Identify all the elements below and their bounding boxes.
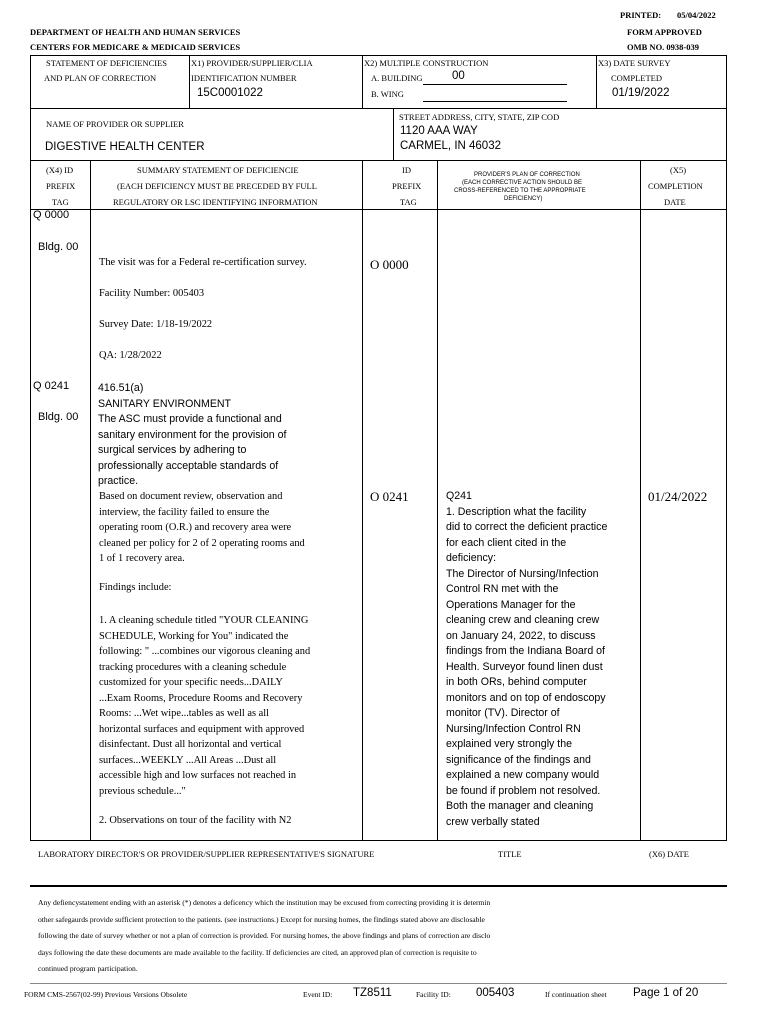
provider-name: DIGESTIVE HEALTH CENTER [45, 141, 205, 153]
summary-line: 1. A cleaning schedule titled "YOUR CLEANING [99, 615, 309, 626]
summary-line: operating room (O.R.) and recovery area were [99, 522, 292, 533]
completion-date: 01/24/2022 [648, 489, 708, 504]
form-number: FORM CMS-2567(02-99) Previous Versions Obsolete [24, 990, 188, 999]
plan-line: The Director of Nursing/Infection [446, 567, 599, 580]
summary-line: customized for your specific needs...DAILY [99, 677, 283, 688]
id-tag-o0000: O 0000 [370, 257, 409, 272]
summary-line: SCHEDULE, Working for You" indicated the [99, 630, 289, 642]
plan-line: Nursing/Infection Control RN [446, 722, 581, 735]
printed-date: 05/04/2022 [677, 10, 716, 20]
plan-header-3: CROSS-REFERENCED TO THE APPROPRIATE [454, 188, 586, 194]
event-id-value: TZ8511 [353, 987, 392, 999]
printed-label: PRINTED: [620, 10, 662, 20]
plan-line: significance of the findings and [446, 753, 591, 766]
building-label: A. BUILDING [371, 73, 423, 83]
summary-line: horizontal surfaces and equipment with approved [99, 723, 305, 735]
id-tag-label: TAG [400, 197, 417, 207]
address-line-1: 1120 AAA WAY [400, 125, 478, 137]
x3-label-2: COMPLETED [611, 73, 662, 83]
regulation-line: surgical services by adhering to [98, 444, 247, 456]
disclaimer-line: other safegaurds provide sufficient protection to the patients. (see instructions.) Except for nursing homes, the findings stated above are disclosable [38, 914, 485, 924]
summary-header-2: (EACH DEFICIENCY MUST BE PRECEDED BY FULL [117, 181, 317, 191]
address-line-2: CARMEL, IN 46032 [400, 140, 501, 152]
qa-date: QA: 1/28/2022 [99, 350, 162, 361]
disclaimer-line: continued program participation. [38, 964, 138, 973]
regulation-line: professionally acceptable standards of [98, 459, 279, 472]
plan-line: 1. Description what the facility [446, 505, 587, 518]
omb-number: OMB NO. 0938-039 [627, 42, 700, 52]
title-label: TITLE [498, 849, 522, 859]
plan-header-4: DEFICIENCY) [504, 196, 543, 202]
x6-date-label: (X6) DATE [649, 849, 689, 859]
summary-line: following: " ...combines our vigorous cleaning and [99, 646, 311, 657]
plan-line: in both ORs, behind computer [446, 676, 587, 688]
summary-line: tracking procedures with a cleaning schedule [99, 661, 287, 673]
id-tag-o0241: O 0241 [370, 489, 409, 504]
regulation-line: SANITARY ENVIRONMENT [98, 397, 232, 410]
continuation-label: If continuation sheet [545, 990, 607, 999]
disclaimer-line: following the date of survey whether or not a plan of correction is provided. For nursing homes, the above findings and plans of correction are disclo [38, 931, 491, 940]
building-value: 00 [452, 70, 465, 82]
x1-label-2: IDENTIFICATION NUMBER [191, 73, 297, 83]
visit-statement: The visit was for a Federal re-certification survey. [99, 257, 307, 268]
summary-header-1: SUMMARY STATEMENT OF DEFICIENCIE [137, 165, 299, 175]
x4-id-label: (X4) ID [46, 165, 74, 175]
plan-line: on January 24, 2022, to discuss [446, 629, 596, 642]
x5-label: (X5) [670, 165, 687, 175]
survey-date: Survey Date: 1/18-19/2022 [99, 319, 213, 330]
plan-line: Operations Manager for the [446, 598, 576, 611]
summary-line: Rooms: ...Wet wipe...tables as well as all [99, 708, 269, 719]
wing-label: B. WING [371, 89, 404, 99]
disclaimer-line: days following the date these documents are made available to the facility. If deficiencies are cited, an approved plan of correction is requisite to [38, 947, 477, 957]
summary-header-3: REGULATORY OR LSC IDENTIFYING INFORMATION [113, 197, 318, 207]
summary-text-b [99, 613, 310, 799]
centers-title: CENTERS FOR MEDICARE & MEDICAID SERVICES [30, 42, 241, 52]
plan-line: Both the manager and cleaning [446, 800, 594, 812]
x4-tag-label: TAG [52, 197, 69, 207]
plan-line: Health. Surveyor found linen dust [446, 660, 603, 673]
building-tag-1: Bldg. 00 [38, 241, 79, 253]
id-prefix-label: PREFIX [392, 181, 422, 191]
summary-line: Based on document review, observation and [99, 491, 283, 502]
page-number: Page 1 of 20 [633, 987, 699, 999]
x3-label-1: X3) DATE SURVEY [598, 58, 671, 68]
summary-text-a [99, 489, 305, 567]
completion-label: COMPLETION [648, 181, 703, 191]
plan-line: crew verbally stated [446, 815, 540, 828]
summary-line: accessible high and low surfaces not reached in [99, 770, 297, 781]
x1-label-1: X1) PROVIDER/SUPPLIER/CLIA [191, 58, 313, 68]
plan-line: did to correct the deficient practice [446, 521, 608, 533]
x2-label: X2) MULTIPLE CONSTRUCTION [364, 58, 489, 68]
plan-line: explained very strongly the [446, 738, 573, 750]
summary-line: cleaned per policy for 2 of 2 operating rooms and [99, 537, 305, 549]
plan-line: monitor (TV). Director of [446, 707, 560, 719]
regulation-line: The ASC must provide a functional and [98, 413, 282, 425]
statement-label-2: AND PLAN OF CORRECTION [44, 73, 157, 83]
plan-line: explained a new company would [446, 769, 600, 781]
summary-line: surfaces...WEEKLY ...All Areas ...Dust all [99, 754, 277, 766]
form-approved: FORM APPROVED [627, 27, 702, 37]
summary-line: 1 of 1 recovery area. [99, 553, 185, 564]
summary-line: ...Exam Rooms, Procedure Rooms and Recovery [99, 692, 303, 704]
plan-header-1: PROVIDER'S PLAN OF CORRECTION [474, 172, 580, 178]
plan-line: monitors and on top of endoscopy [446, 691, 606, 704]
plan-line: Q241 [446, 490, 472, 502]
plan-line: be found if problem not resolved. [446, 784, 601, 797]
regulation-line: sanitary environment for the provision of [98, 428, 287, 441]
facility-id-label: Facility ID: [416, 990, 451, 999]
observation-line: 2. Observations on tour of the facility with N2 [99, 815, 292, 826]
regulation-line: 416.51(a) [98, 382, 144, 394]
event-id-label: Event ID: [303, 990, 333, 999]
plan-header-2: (EACH CORRECTIVE ACTION SHOULD BE [462, 180, 583, 186]
provider-name-label: NAME OF PROVIDER OR SUPPLIER [46, 119, 184, 129]
plan-line: findings from the Indiana Board of [446, 645, 606, 657]
building-tag-2: Bldg. 00 [38, 411, 79, 423]
regulation-text [98, 381, 286, 490]
department-title: DEPARTMENT OF HEALTH AND HUMAN SERVICES [30, 27, 241, 37]
facility-id-value: 005403 [476, 987, 515, 999]
disclaimer-line: Any defiencystatement ending with an asterisk (*) denotes a deficency which the institution may be excused from correcting providing it is determin [38, 898, 491, 907]
address-label: STREET ADDRESS, CITY, STATE, ZIP COD [399, 112, 560, 122]
plan-line: cleaning crew and cleaning crew [446, 614, 600, 626]
prefix-tag-q0000: Q 0000 [33, 209, 70, 221]
regulation-line: practice. [98, 475, 139, 487]
statement-label-1: STATEMENT OF DEFICIENCIES [46, 58, 168, 68]
facility-number: Facility Number: 005403 [99, 288, 205, 299]
plan-line: deficiency: [446, 552, 497, 564]
plan-line: for each client cited in the [446, 536, 567, 549]
signature-label: LABORATORY DIRECTOR'S OR PROVIDER/SUPPLIER REPRESENTATIVE'S SIGNATURE [38, 849, 375, 859]
survey-completed-date: 01/19/2022 [612, 87, 670, 99]
summary-line: disinfectant. Dust all horizontal and vertical [99, 739, 282, 750]
plan-of-correction-text [446, 489, 607, 830]
disclaimer [38, 895, 490, 978]
id-label: ID [402, 165, 411, 175]
summary-line: interview, the facility failed to ensure the [99, 506, 270, 518]
plan-line: Control RN met with the [446, 583, 559, 595]
provider-id-number: 15C0001022 [197, 87, 263, 99]
prefix-tag-q0241: Q 0241 [33, 380, 70, 392]
x4-prefix-label: PREFIX [46, 181, 76, 191]
findings-include: Findings include: [99, 582, 172, 593]
summary-line: previous schedule..." [99, 785, 186, 797]
date-label: DATE [664, 197, 686, 207]
